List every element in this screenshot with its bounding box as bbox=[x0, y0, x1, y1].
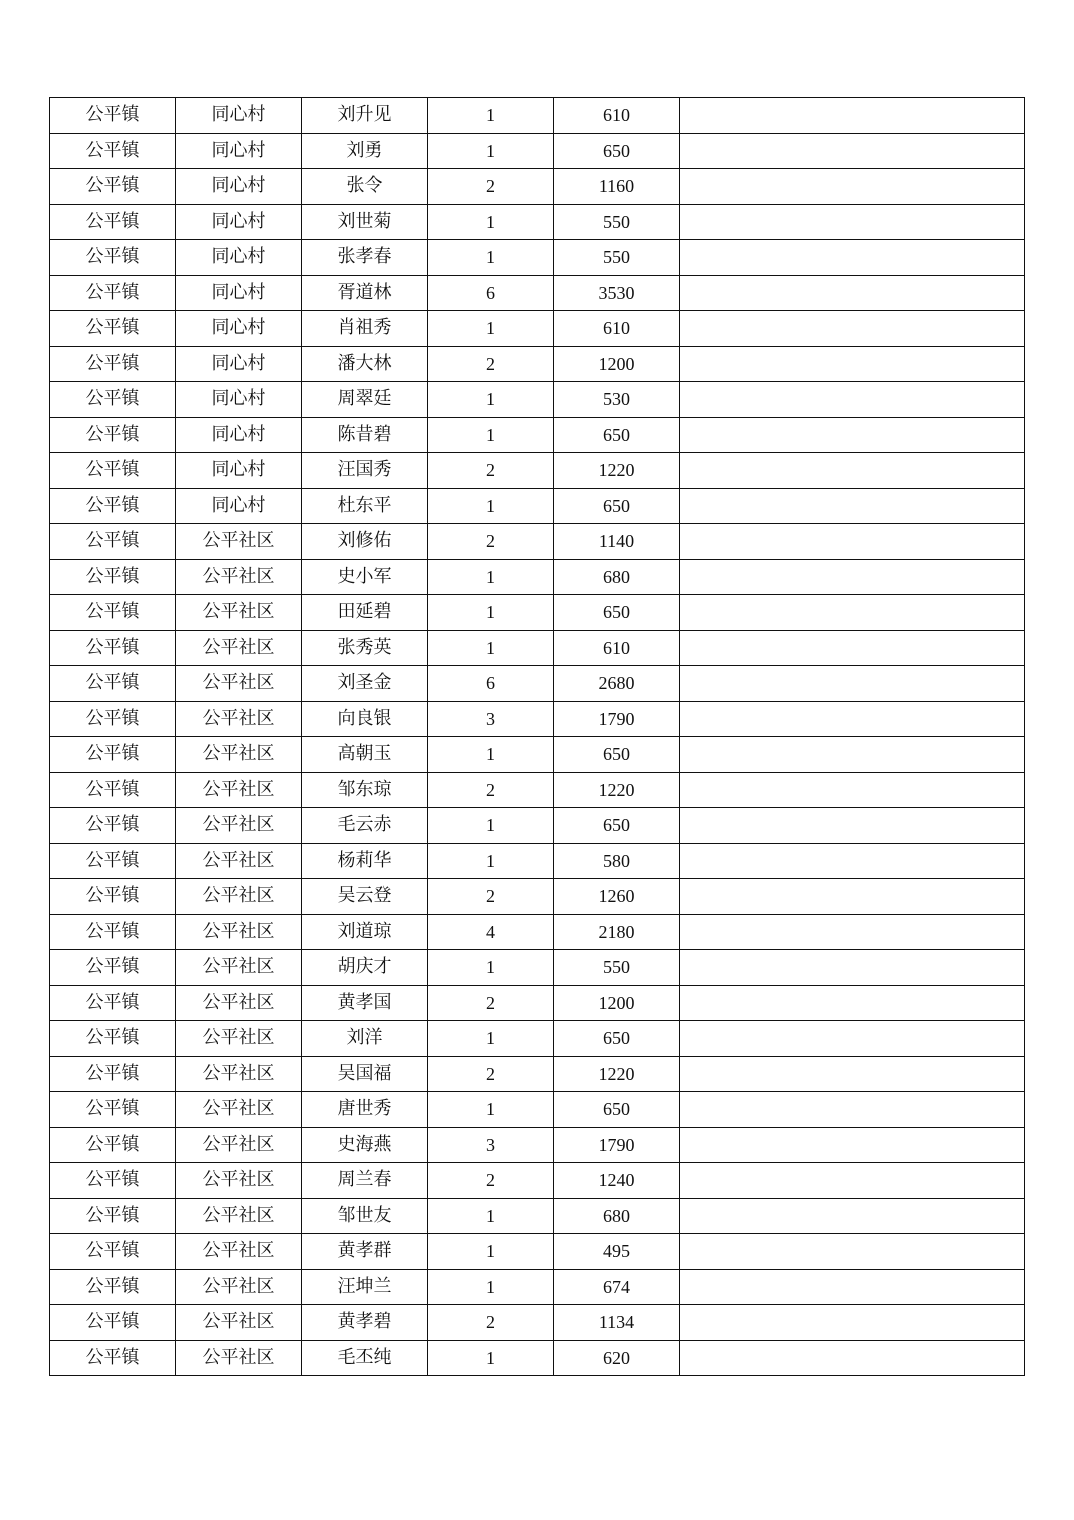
town-cell: 公平镇 bbox=[50, 950, 176, 986]
table-row bbox=[50, 559, 1025, 595]
village-cell: 公平社区 bbox=[176, 524, 302, 560]
amount-cell: 3530 bbox=[554, 275, 680, 311]
amount-cell: 610 bbox=[554, 630, 680, 666]
amount-cell: 1790 bbox=[554, 1127, 680, 1163]
town-cell: 公平镇 bbox=[50, 524, 176, 560]
town-cell: 公平镇 bbox=[50, 879, 176, 915]
name-cell: 刘勇 bbox=[302, 133, 428, 169]
table-row bbox=[50, 204, 1025, 240]
town-cell: 公平镇 bbox=[50, 488, 176, 524]
name-cell: 邹世友 bbox=[302, 1198, 428, 1234]
table-row bbox=[50, 453, 1025, 489]
name-cell: 毛云赤 bbox=[302, 808, 428, 844]
table-row bbox=[50, 950, 1025, 986]
remark-cell bbox=[680, 985, 1025, 1021]
remark-cell bbox=[680, 453, 1025, 489]
village-cell: 公平社区 bbox=[176, 950, 302, 986]
remark-cell bbox=[680, 204, 1025, 240]
count-cell: 6 bbox=[428, 666, 554, 702]
remark-cell bbox=[680, 1269, 1025, 1305]
table-row bbox=[50, 985, 1025, 1021]
table-row bbox=[50, 98, 1025, 134]
table-row bbox=[50, 1305, 1025, 1341]
count-cell: 1 bbox=[428, 417, 554, 453]
remark-cell bbox=[680, 879, 1025, 915]
table-row bbox=[50, 1163, 1025, 1199]
name-cell: 高朝玉 bbox=[302, 737, 428, 773]
town-cell: 公平镇 bbox=[50, 275, 176, 311]
amount-cell: 1240 bbox=[554, 1163, 680, 1199]
count-cell: 1 bbox=[428, 1198, 554, 1234]
name-cell: 唐世秀 bbox=[302, 1092, 428, 1128]
name-cell: 陈昔碧 bbox=[302, 417, 428, 453]
table-row bbox=[50, 1269, 1025, 1305]
village-cell: 公平社区 bbox=[176, 1163, 302, 1199]
village-cell: 公平社区 bbox=[176, 772, 302, 808]
count-cell: 4 bbox=[428, 914, 554, 950]
table-row bbox=[50, 1234, 1025, 1270]
remark-cell bbox=[680, 1305, 1025, 1341]
table-row bbox=[50, 1340, 1025, 1376]
amount-cell: 550 bbox=[554, 240, 680, 276]
table-row bbox=[50, 169, 1025, 205]
name-cell: 杜东平 bbox=[302, 488, 428, 524]
table-row bbox=[50, 311, 1025, 347]
name-cell: 胡庆才 bbox=[302, 950, 428, 986]
table-row bbox=[50, 1021, 1025, 1057]
remark-cell bbox=[680, 808, 1025, 844]
count-cell: 2 bbox=[428, 1056, 554, 1092]
count-cell: 1 bbox=[428, 488, 554, 524]
village-cell: 公平社区 bbox=[176, 1198, 302, 1234]
table-row bbox=[50, 772, 1025, 808]
amount-cell: 1160 bbox=[554, 169, 680, 205]
table-row bbox=[50, 701, 1025, 737]
town-cell: 公平镇 bbox=[50, 985, 176, 1021]
amount-cell: 550 bbox=[554, 204, 680, 240]
amount-cell: 650 bbox=[554, 1092, 680, 1128]
remark-cell bbox=[680, 1092, 1025, 1128]
count-cell: 1 bbox=[428, 595, 554, 631]
count-cell: 1 bbox=[428, 630, 554, 666]
table-row bbox=[50, 1127, 1025, 1163]
amount-cell: 610 bbox=[554, 98, 680, 134]
village-cell: 公平社区 bbox=[176, 666, 302, 702]
remark-cell bbox=[680, 950, 1025, 986]
count-cell: 2 bbox=[428, 346, 554, 382]
amount-cell: 650 bbox=[554, 133, 680, 169]
name-cell: 吴国福 bbox=[302, 1056, 428, 1092]
village-cell: 公平社区 bbox=[176, 1305, 302, 1341]
amount-cell: 650 bbox=[554, 417, 680, 453]
town-cell: 公平镇 bbox=[50, 204, 176, 240]
name-cell: 邹东琼 bbox=[302, 772, 428, 808]
remark-cell bbox=[680, 240, 1025, 276]
amount-cell: 1220 bbox=[554, 772, 680, 808]
remark-cell bbox=[680, 382, 1025, 418]
count-cell: 6 bbox=[428, 275, 554, 311]
amount-cell: 650 bbox=[554, 595, 680, 631]
table-row bbox=[50, 1056, 1025, 1092]
village-cell: 公平社区 bbox=[176, 559, 302, 595]
remark-cell bbox=[680, 843, 1025, 879]
amount-cell: 1134 bbox=[554, 1305, 680, 1341]
remark-cell bbox=[680, 524, 1025, 560]
count-cell: 2 bbox=[428, 453, 554, 489]
count-cell: 1 bbox=[428, 1021, 554, 1057]
village-cell: 公平社区 bbox=[176, 1056, 302, 1092]
count-cell: 1 bbox=[428, 98, 554, 134]
village-cell: 公平社区 bbox=[176, 808, 302, 844]
town-cell: 公平镇 bbox=[50, 666, 176, 702]
table-row bbox=[50, 417, 1025, 453]
count-cell: 1 bbox=[428, 1340, 554, 1376]
table-row bbox=[50, 666, 1025, 702]
remark-cell bbox=[680, 914, 1025, 950]
name-cell: 张秀英 bbox=[302, 630, 428, 666]
remark-cell bbox=[680, 488, 1025, 524]
name-cell: 胥道林 bbox=[302, 275, 428, 311]
remark-cell bbox=[680, 169, 1025, 205]
name-cell: 史小军 bbox=[302, 559, 428, 595]
count-cell: 1 bbox=[428, 559, 554, 595]
remark-cell bbox=[680, 98, 1025, 134]
count-cell: 1 bbox=[428, 1092, 554, 1128]
amount-cell: 2180 bbox=[554, 914, 680, 950]
village-cell: 公平社区 bbox=[176, 701, 302, 737]
name-cell: 黄孝国 bbox=[302, 985, 428, 1021]
table-row bbox=[50, 1198, 1025, 1234]
table-row bbox=[50, 737, 1025, 773]
village-cell: 公平社区 bbox=[176, 1269, 302, 1305]
town-cell: 公平镇 bbox=[50, 843, 176, 879]
remark-cell bbox=[680, 772, 1025, 808]
name-cell: 刘圣金 bbox=[302, 666, 428, 702]
amount-cell: 2680 bbox=[554, 666, 680, 702]
remark-cell bbox=[680, 595, 1025, 631]
village-cell: 同心村 bbox=[176, 453, 302, 489]
village-cell: 公平社区 bbox=[176, 843, 302, 879]
town-cell: 公平镇 bbox=[50, 346, 176, 382]
name-cell: 刘洋 bbox=[302, 1021, 428, 1057]
town-cell: 公平镇 bbox=[50, 1056, 176, 1092]
name-cell: 汪国秀 bbox=[302, 453, 428, 489]
amount-cell: 620 bbox=[554, 1340, 680, 1376]
data-table bbox=[49, 97, 1025, 1376]
town-cell: 公平镇 bbox=[50, 169, 176, 205]
name-cell: 毛丕纯 bbox=[302, 1340, 428, 1376]
amount-cell: 610 bbox=[554, 311, 680, 347]
village-cell: 同心村 bbox=[176, 417, 302, 453]
count-cell: 1 bbox=[428, 737, 554, 773]
remark-cell bbox=[680, 559, 1025, 595]
count-cell: 2 bbox=[428, 1305, 554, 1341]
name-cell: 刘修佑 bbox=[302, 524, 428, 560]
name-cell: 刘升见 bbox=[302, 98, 428, 134]
town-cell: 公平镇 bbox=[50, 630, 176, 666]
name-cell: 黄孝群 bbox=[302, 1234, 428, 1270]
remark-cell bbox=[680, 133, 1025, 169]
town-cell: 公平镇 bbox=[50, 701, 176, 737]
remark-cell bbox=[680, 1056, 1025, 1092]
count-cell: 3 bbox=[428, 1127, 554, 1163]
count-cell: 1 bbox=[428, 1269, 554, 1305]
amount-cell: 1220 bbox=[554, 1056, 680, 1092]
table-row bbox=[50, 346, 1025, 382]
amount-cell: 530 bbox=[554, 382, 680, 418]
amount-cell: 1200 bbox=[554, 346, 680, 382]
amount-cell: 650 bbox=[554, 808, 680, 844]
table-row bbox=[50, 630, 1025, 666]
table-body bbox=[50, 98, 1025, 1376]
town-cell: 公平镇 bbox=[50, 1021, 176, 1057]
name-cell: 张令 bbox=[302, 169, 428, 205]
name-cell: 吴云登 bbox=[302, 879, 428, 915]
town-cell: 公平镇 bbox=[50, 772, 176, 808]
amount-cell: 650 bbox=[554, 1021, 680, 1057]
name-cell: 向良银 bbox=[302, 701, 428, 737]
town-cell: 公平镇 bbox=[50, 914, 176, 950]
village-cell: 同心村 bbox=[176, 169, 302, 205]
town-cell: 公平镇 bbox=[50, 98, 176, 134]
amount-cell: 650 bbox=[554, 737, 680, 773]
name-cell: 杨莉华 bbox=[302, 843, 428, 879]
remark-cell bbox=[680, 1198, 1025, 1234]
village-cell: 同心村 bbox=[176, 382, 302, 418]
name-cell: 刘道琼 bbox=[302, 914, 428, 950]
table-row bbox=[50, 914, 1025, 950]
town-cell: 公平镇 bbox=[50, 417, 176, 453]
count-cell: 2 bbox=[428, 985, 554, 1021]
amount-cell: 1220 bbox=[554, 453, 680, 489]
village-cell: 同心村 bbox=[176, 240, 302, 276]
village-cell: 公平社区 bbox=[176, 595, 302, 631]
name-cell: 周翠廷 bbox=[302, 382, 428, 418]
remark-cell bbox=[680, 1340, 1025, 1376]
town-cell: 公平镇 bbox=[50, 1234, 176, 1270]
town-cell: 公平镇 bbox=[50, 1305, 176, 1341]
village-cell: 同心村 bbox=[176, 346, 302, 382]
amount-cell: 1200 bbox=[554, 985, 680, 1021]
village-cell: 同心村 bbox=[176, 98, 302, 134]
village-cell: 同心村 bbox=[176, 275, 302, 311]
count-cell: 1 bbox=[428, 240, 554, 276]
table-row bbox=[50, 382, 1025, 418]
count-cell: 1 bbox=[428, 382, 554, 418]
town-cell: 公平镇 bbox=[50, 1198, 176, 1234]
town-cell: 公平镇 bbox=[50, 1092, 176, 1128]
remark-cell bbox=[680, 1127, 1025, 1163]
town-cell: 公平镇 bbox=[50, 311, 176, 347]
village-cell: 公平社区 bbox=[176, 1340, 302, 1376]
remark-cell bbox=[680, 1234, 1025, 1270]
town-cell: 公平镇 bbox=[50, 808, 176, 844]
town-cell: 公平镇 bbox=[50, 382, 176, 418]
amount-cell: 580 bbox=[554, 843, 680, 879]
table-row bbox=[50, 275, 1025, 311]
name-cell: 刘世菊 bbox=[302, 204, 428, 240]
amount-cell: 1140 bbox=[554, 524, 680, 560]
count-cell: 3 bbox=[428, 701, 554, 737]
village-cell: 公平社区 bbox=[176, 879, 302, 915]
name-cell: 史海燕 bbox=[302, 1127, 428, 1163]
remark-cell bbox=[680, 1163, 1025, 1199]
village-cell: 公平社区 bbox=[176, 737, 302, 773]
name-cell: 张孝春 bbox=[302, 240, 428, 276]
count-cell: 1 bbox=[428, 1234, 554, 1270]
count-cell: 1 bbox=[428, 950, 554, 986]
town-cell: 公平镇 bbox=[50, 1269, 176, 1305]
village-cell: 同心村 bbox=[176, 311, 302, 347]
remark-cell bbox=[680, 417, 1025, 453]
count-cell: 1 bbox=[428, 133, 554, 169]
town-cell: 公平镇 bbox=[50, 1127, 176, 1163]
village-cell: 公平社区 bbox=[176, 1234, 302, 1270]
amount-cell: 680 bbox=[554, 559, 680, 595]
name-cell: 黄孝碧 bbox=[302, 1305, 428, 1341]
village-cell: 公平社区 bbox=[176, 1021, 302, 1057]
town-cell: 公平镇 bbox=[50, 240, 176, 276]
village-cell: 同心村 bbox=[176, 488, 302, 524]
remark-cell bbox=[680, 346, 1025, 382]
village-cell: 公平社区 bbox=[176, 1127, 302, 1163]
remark-cell bbox=[680, 701, 1025, 737]
town-cell: 公平镇 bbox=[50, 595, 176, 631]
village-cell: 公平社区 bbox=[176, 630, 302, 666]
count-cell: 1 bbox=[428, 311, 554, 347]
town-cell: 公平镇 bbox=[50, 1163, 176, 1199]
table-row bbox=[50, 240, 1025, 276]
name-cell: 周兰春 bbox=[302, 1163, 428, 1199]
remark-cell bbox=[680, 630, 1025, 666]
table-row bbox=[50, 843, 1025, 879]
count-cell: 2 bbox=[428, 1163, 554, 1199]
town-cell: 公平镇 bbox=[50, 559, 176, 595]
count-cell: 2 bbox=[428, 524, 554, 560]
amount-cell: 1790 bbox=[554, 701, 680, 737]
table-row bbox=[50, 879, 1025, 915]
name-cell: 田延碧 bbox=[302, 595, 428, 631]
count-cell: 1 bbox=[428, 204, 554, 240]
name-cell: 肖祖秀 bbox=[302, 311, 428, 347]
remark-cell bbox=[680, 737, 1025, 773]
village-cell: 公平社区 bbox=[176, 914, 302, 950]
count-cell: 2 bbox=[428, 879, 554, 915]
table-row bbox=[50, 595, 1025, 631]
town-cell: 公平镇 bbox=[50, 133, 176, 169]
amount-cell: 650 bbox=[554, 488, 680, 524]
table-row bbox=[50, 1092, 1025, 1128]
remark-cell bbox=[680, 1021, 1025, 1057]
amount-cell: 550 bbox=[554, 950, 680, 986]
amount-cell: 1260 bbox=[554, 879, 680, 915]
town-cell: 公平镇 bbox=[50, 453, 176, 489]
name-cell: 潘大林 bbox=[302, 346, 428, 382]
table-row bbox=[50, 488, 1025, 524]
amount-cell: 680 bbox=[554, 1198, 680, 1234]
village-cell: 公平社区 bbox=[176, 1092, 302, 1128]
village-cell: 同心村 bbox=[176, 204, 302, 240]
count-cell: 2 bbox=[428, 169, 554, 205]
amount-cell: 674 bbox=[554, 1269, 680, 1305]
amount-cell: 495 bbox=[554, 1234, 680, 1270]
table-row bbox=[50, 133, 1025, 169]
count-cell: 1 bbox=[428, 808, 554, 844]
table-row bbox=[50, 524, 1025, 560]
count-cell: 1 bbox=[428, 843, 554, 879]
table-row bbox=[50, 808, 1025, 844]
town-cell: 公平镇 bbox=[50, 737, 176, 773]
remark-cell bbox=[680, 275, 1025, 311]
village-cell: 同心村 bbox=[176, 133, 302, 169]
remark-cell bbox=[680, 311, 1025, 347]
remark-cell bbox=[680, 666, 1025, 702]
village-cell: 公平社区 bbox=[176, 985, 302, 1021]
town-cell: 公平镇 bbox=[50, 1340, 176, 1376]
count-cell: 2 bbox=[428, 772, 554, 808]
name-cell: 汪坤兰 bbox=[302, 1269, 428, 1305]
